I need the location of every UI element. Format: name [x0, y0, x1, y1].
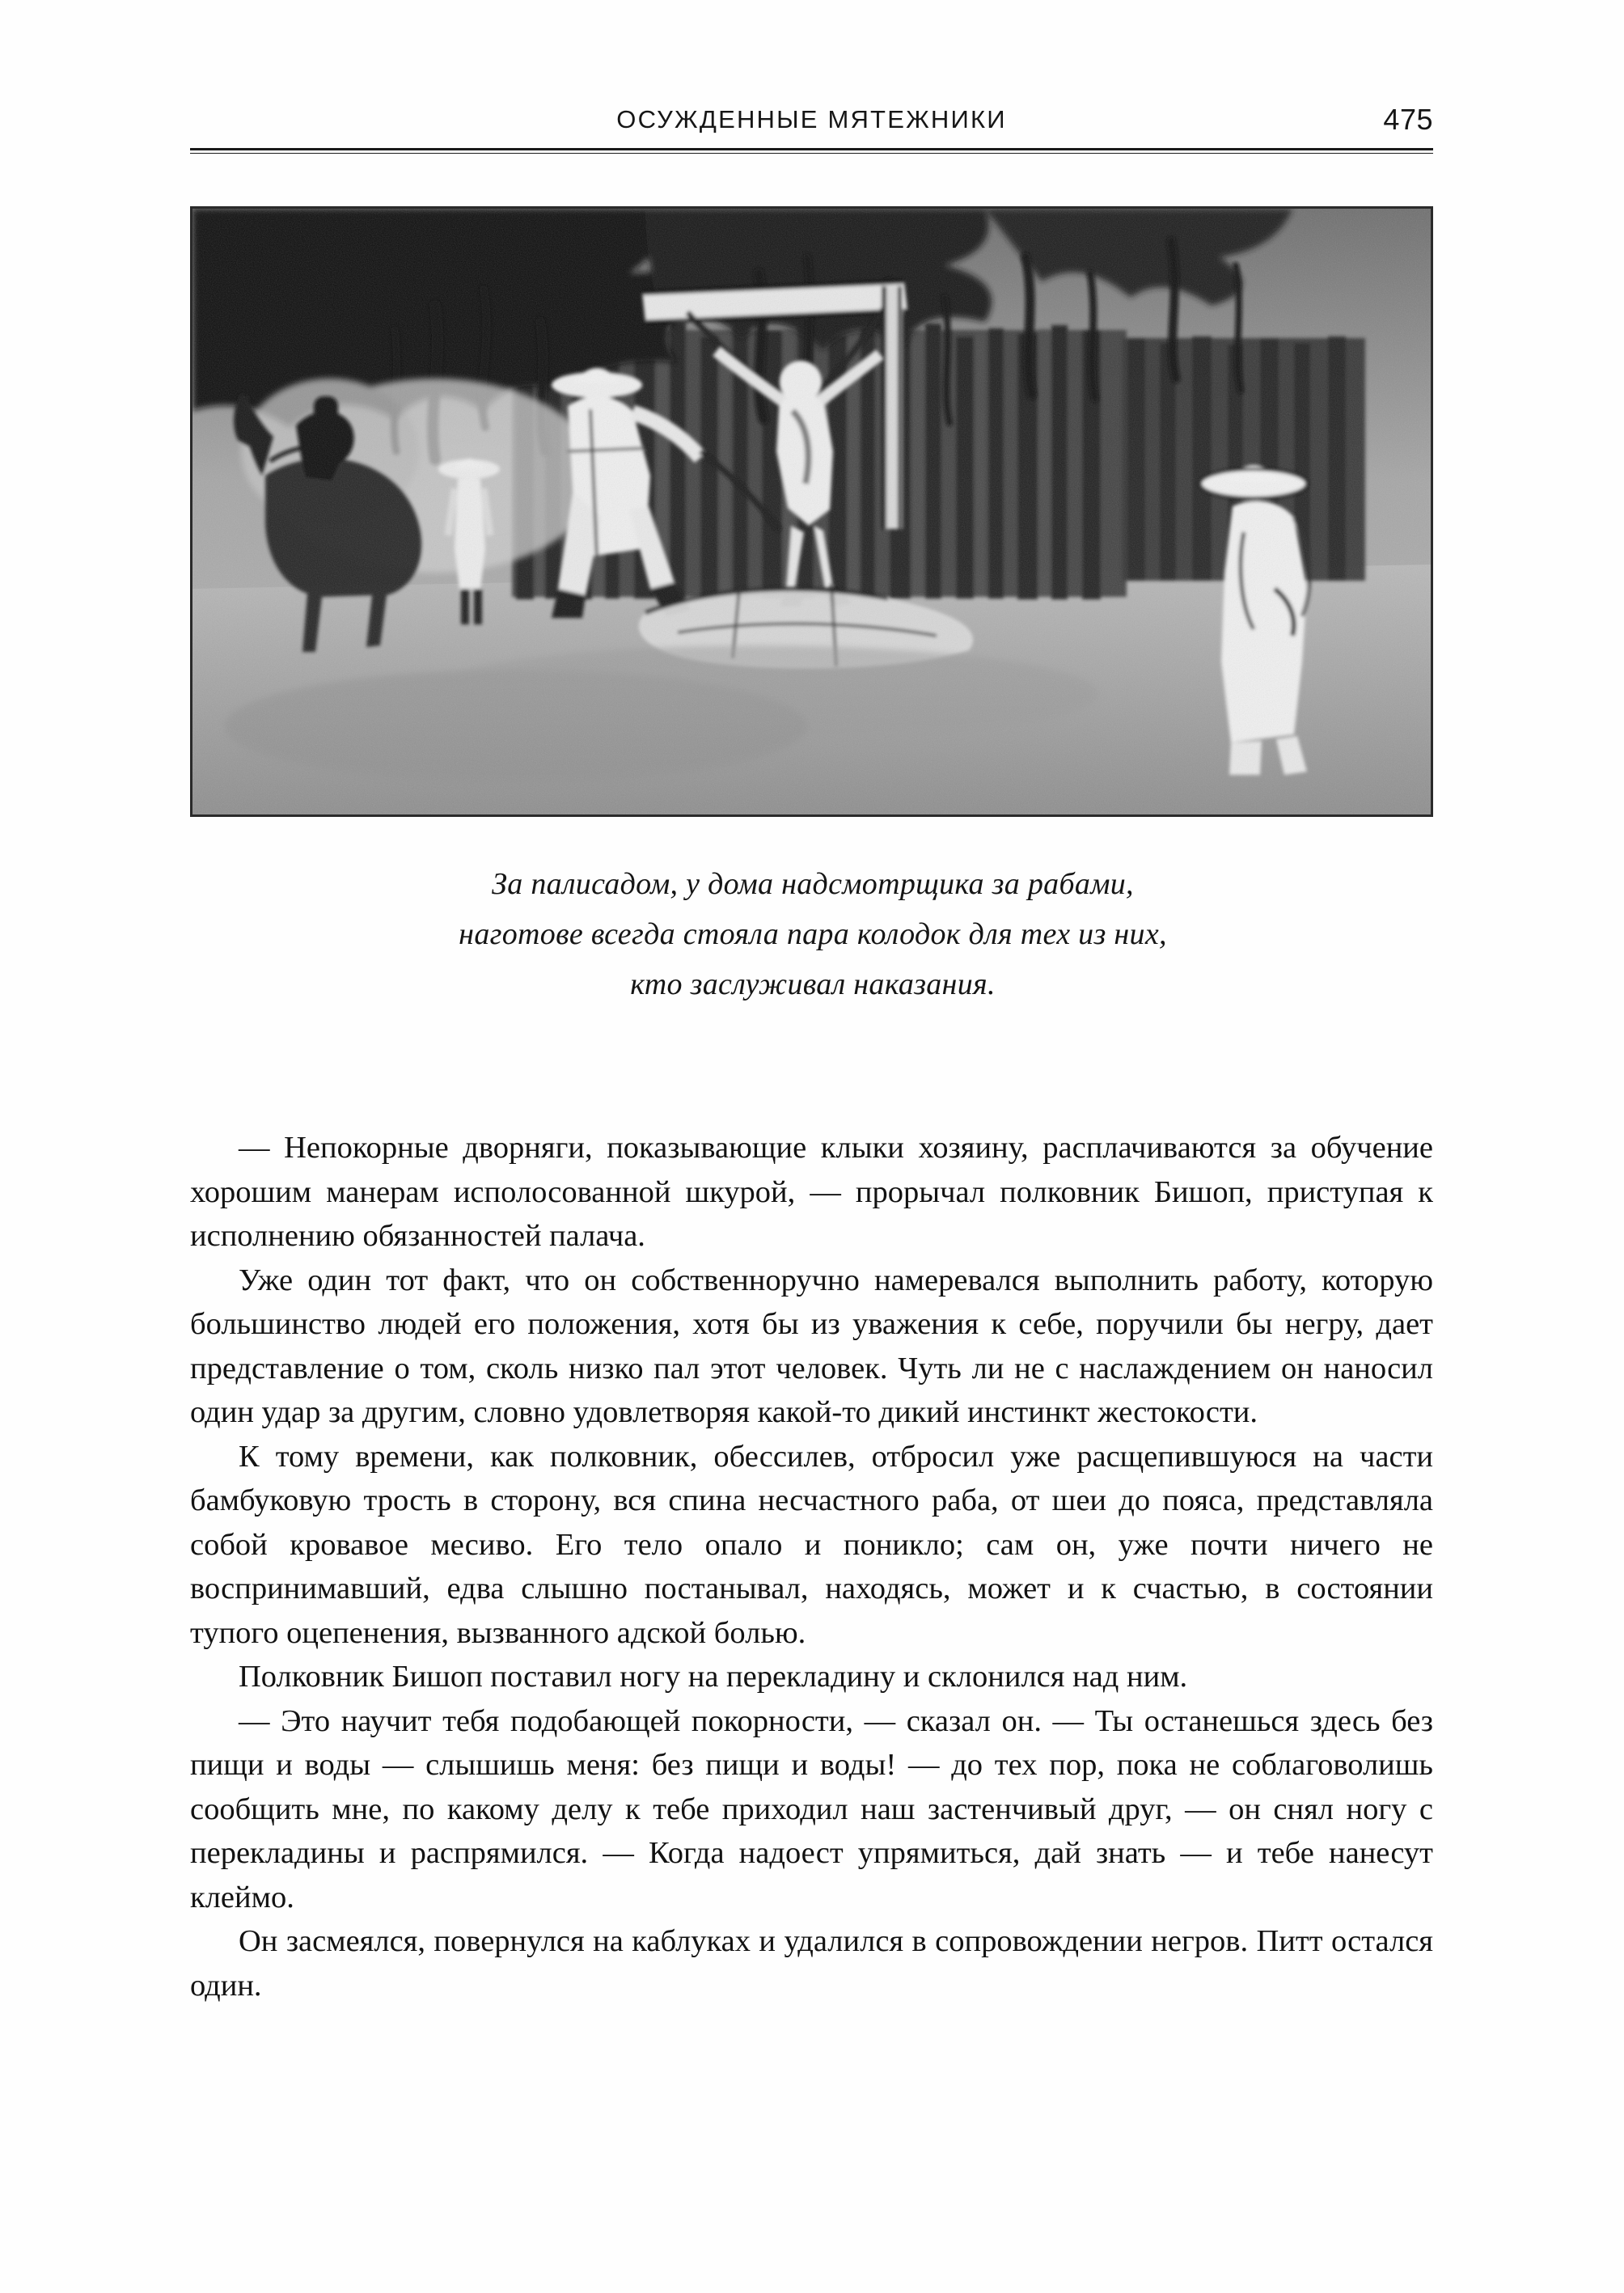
paragraph: — Непокорные дворняги, показывающие клыки хозяину, расплачиваются за обучение хорошим манерам исполосованной шкурой, — прорычал полковник Бишоп, приступая к исполнению обязанностей палача. [190, 1131, 1433, 1253]
figure-caption [287, 859, 1339, 1009]
paragraph: — Это научит тебя подобающей покорности, — сказал он. — Ты останешься здесь без пищи и воды — слышишь меня: без пищи и воды! — до тех пор, пока не соблаговолишь сообщить мне, по какому делу к тебе приходил наш застенчивый друг, — он снял ногу с перекладины и распрямился. — Когда надоест упрямиться, дай знать — и тебе нанесут клеймо. [190, 1703, 1433, 1914]
running-title: ОСУЖДЕННЫЕ МЯТЕЖНИКИ [616, 105, 1007, 133]
paragraph: К тому времени, как полковник, обессилев, отбросил уже расщепившуюся на части бамбуковую трость в сторону, вся спина несчастного раба, от шеи до пояса, представляла собой кровавое месиво. Его тело опало и поникло; сам он, уже почти ничего не воспринимавший, едва слышно постанывал, находясь, может и к счастью, в состоянии тупого оцепенения, вызванного адской болью. [190, 1439, 1433, 1650]
illustration-artwork [192, 209, 1431, 814]
illustration [190, 206, 1433, 817]
caption-line-3: кто заслуживал наказания. [630, 967, 996, 1001]
body-text-block [190, 1126, 1433, 2007]
caption-line-2: наготове всегда стояла пара колодок для тех из них, [459, 917, 1167, 951]
page-number: 475 [1383, 103, 1433, 136]
header-double-rule [190, 148, 1433, 154]
paragraph: Полковник Бишоп поставил ногу на перекладину и склонился над ним. [239, 1660, 1188, 1694]
caption-line-1: За палисадом, у дома надсмотрщика за рабами, [492, 867, 1134, 901]
paragraph: Он засмеялся, повернулся на каблуках и удалился в сопровождении негров. Питт остался один. [190, 1924, 1433, 2003]
paragraph: Уже один тот факт, что он собственноручно намеревался выполнить работу, которую большинство людей его положения, хотя бы из уважения к себе, поручили бы негру, дает представление о том, сколь низко пал этот человек. Чуть ли не с наслаждением он наносил один удар за другим, словно удовлетворяя какой-то дикий инстинкт жестокости. [190, 1263, 1433, 1429]
page-header [190, 104, 1433, 154]
